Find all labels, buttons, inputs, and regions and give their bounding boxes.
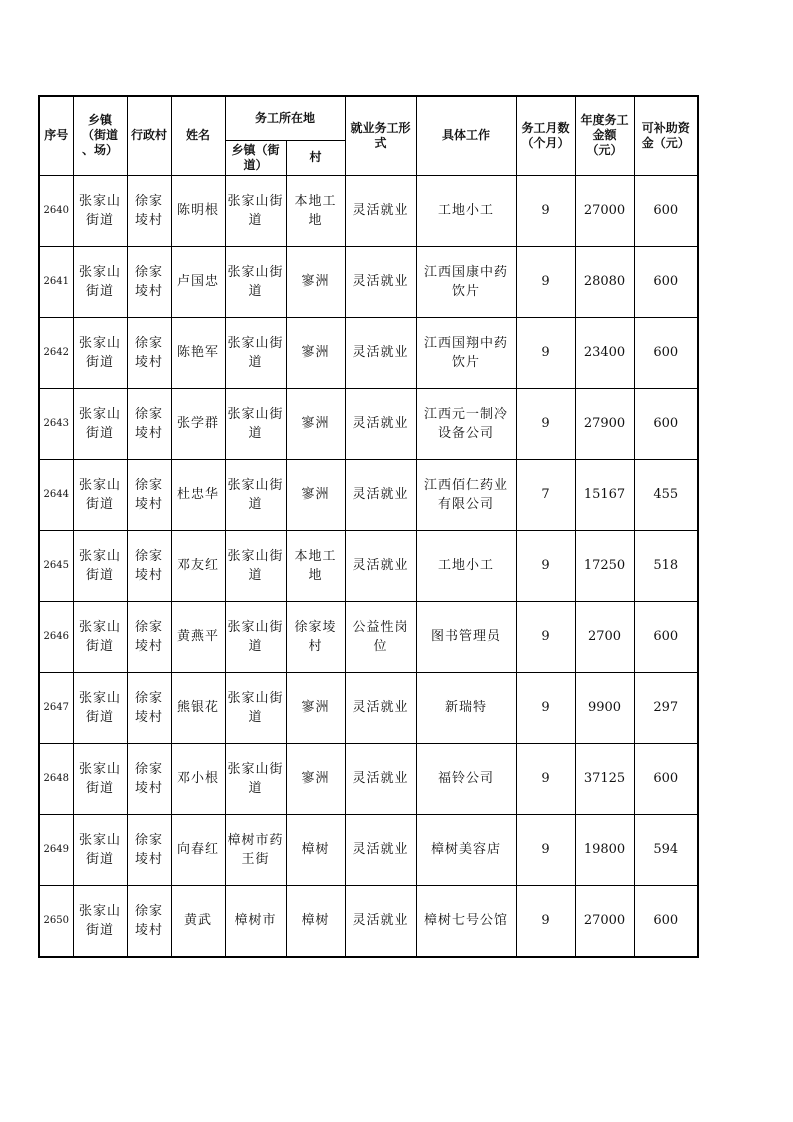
cell-seq: 2644 [39, 459, 73, 530]
cell-months: 9 [516, 814, 575, 885]
header-town: 乡镇 （街道 、场） [73, 96, 127, 175]
cell-months: 7 [516, 459, 575, 530]
cell-subsidy: 600 [634, 246, 698, 317]
cell-job: 樟树美容店 [416, 814, 516, 885]
cell-work-town: 张家山街道 [225, 601, 286, 672]
cell-name: 陈明根 [171, 175, 225, 246]
table-row [39, 317, 698, 388]
cell-village: 徐家堎村 [127, 672, 171, 743]
cell-employment-form: 灵活就业 [345, 885, 416, 957]
cell-town: 张家山街道 [73, 885, 127, 957]
cell-work-village: 寥洲 [286, 743, 345, 814]
header-work-location: 务工所在地 [225, 96, 345, 140]
cell-months: 9 [516, 885, 575, 957]
cell-town: 张家山街道 [73, 672, 127, 743]
cell-work-town: 张家山街道 [225, 530, 286, 601]
cell-months: 9 [516, 246, 575, 317]
cell-town: 张家山街道 [73, 388, 127, 459]
cell-village: 徐家堎村 [127, 459, 171, 530]
cell-work-village: 樟树 [286, 885, 345, 957]
cell-employment-form: 灵活就业 [345, 317, 416, 388]
cell-subsidy: 297 [634, 672, 698, 743]
cell-seq: 2641 [39, 246, 73, 317]
cell-seq: 2650 [39, 885, 73, 957]
header-village: 行政村 [127, 96, 171, 175]
cell-work-town: 张家山街道 [225, 672, 286, 743]
cell-job: 工地小工 [416, 175, 516, 246]
cell-annual-amount: 28080 [575, 246, 634, 317]
cell-job: 江西元一制冷设备公司 [416, 388, 516, 459]
cell-work-town: 樟树市 [225, 885, 286, 957]
cell-village: 徐家堎村 [127, 246, 171, 317]
cell-name: 卢国忠 [171, 246, 225, 317]
header-employment-form: 就业务工形 式 [345, 96, 416, 175]
cell-annual-amount: 27900 [575, 388, 634, 459]
cell-employment-form: 灵活就业 [345, 246, 416, 317]
cell-work-village: 寥洲 [286, 672, 345, 743]
cell-annual-amount: 2700 [575, 601, 634, 672]
cell-subsidy: 600 [634, 388, 698, 459]
cell-seq: 2645 [39, 530, 73, 601]
cell-work-town: 张家山街道 [225, 743, 286, 814]
cell-employment-form: 灵活就业 [345, 814, 416, 885]
cell-work-village: 徐家堎村 [286, 601, 345, 672]
cell-employment-form: 灵活就业 [345, 388, 416, 459]
table-row [39, 601, 698, 672]
cell-work-town: 张家山街道 [225, 459, 286, 530]
cell-annual-amount: 17250 [575, 530, 634, 601]
table-row [39, 175, 698, 246]
table-row [39, 672, 698, 743]
table-row [39, 459, 698, 530]
cell-job: 图书管理员 [416, 601, 516, 672]
cell-work-village: 寥洲 [286, 246, 345, 317]
cell-village: 徐家堎村 [127, 885, 171, 957]
header-months: 务工月数 （个月） [516, 96, 575, 175]
cell-annual-amount: 27000 [575, 885, 634, 957]
cell-seq: 2646 [39, 601, 73, 672]
table-row [39, 246, 698, 317]
cell-employment-form: 灵活就业 [345, 672, 416, 743]
cell-seq: 2640 [39, 175, 73, 246]
table-row [39, 814, 698, 885]
cell-name: 张学群 [171, 388, 225, 459]
cell-town: 张家山街道 [73, 459, 127, 530]
cell-months: 9 [516, 601, 575, 672]
table-row [39, 530, 698, 601]
cell-village: 徐家堎村 [127, 601, 171, 672]
header-job: 具体工作 [416, 96, 516, 175]
cell-name: 向春红 [171, 814, 225, 885]
cell-seq: 2647 [39, 672, 73, 743]
cell-months: 9 [516, 672, 575, 743]
cell-work-village: 樟树 [286, 814, 345, 885]
table-row [39, 388, 698, 459]
cell-job: 新瑞特 [416, 672, 516, 743]
cell-town: 张家山街道 [73, 743, 127, 814]
cell-name: 邓友红 [171, 530, 225, 601]
cell-months: 9 [516, 317, 575, 388]
cell-annual-amount: 27000 [575, 175, 634, 246]
cell-annual-amount: 23400 [575, 317, 634, 388]
cell-name: 邓小根 [171, 743, 225, 814]
header-work-village: 村 [286, 140, 345, 175]
cell-work-town: 张家山街道 [225, 246, 286, 317]
cell-subsidy: 600 [634, 601, 698, 672]
cell-name: 杜忠华 [171, 459, 225, 530]
cell-town: 张家山街道 [73, 814, 127, 885]
cell-employment-form: 灵活就业 [345, 175, 416, 246]
cell-name: 黄燕平 [171, 601, 225, 672]
cell-work-village: 本地工地 [286, 530, 345, 601]
cell-months: 9 [516, 743, 575, 814]
cell-employment-form: 公益性岗位 [345, 601, 416, 672]
cell-job: 福铃公司 [416, 743, 516, 814]
cell-annual-amount: 37125 [575, 743, 634, 814]
cell-months: 9 [516, 388, 575, 459]
cell-name: 熊银花 [171, 672, 225, 743]
cell-town: 张家山街道 [73, 246, 127, 317]
cell-subsidy: 600 [634, 317, 698, 388]
cell-job: 江西国康中药饮片 [416, 246, 516, 317]
cell-employment-form: 灵活就业 [345, 530, 416, 601]
cell-work-town: 张家山街道 [225, 388, 286, 459]
cell-subsidy: 455 [634, 459, 698, 530]
cell-subsidy: 594 [634, 814, 698, 885]
cell-work-village: 寥洲 [286, 317, 345, 388]
cell-work-village: 寥洲 [286, 388, 345, 459]
cell-village: 徐家堎村 [127, 743, 171, 814]
cell-job: 樟树七号公馆 [416, 885, 516, 957]
table-row [39, 743, 698, 814]
cell-town: 张家山街道 [73, 530, 127, 601]
cell-months: 9 [516, 175, 575, 246]
cell-seq: 2642 [39, 317, 73, 388]
cell-subsidy: 600 [634, 885, 698, 957]
cell-work-town: 樟树市药王街 [225, 814, 286, 885]
cell-name: 陈艳军 [171, 317, 225, 388]
cell-months: 9 [516, 530, 575, 601]
cell-seq: 2643 [39, 388, 73, 459]
cell-work-town: 张家山街道 [225, 317, 286, 388]
cell-job: 江西国翔中药饮片 [416, 317, 516, 388]
cell-work-village: 本地工地 [286, 175, 345, 246]
cell-village: 徐家堎村 [127, 175, 171, 246]
cell-seq: 2649 [39, 814, 73, 885]
cell-subsidy: 600 [634, 743, 698, 814]
header-name: 姓名 [171, 96, 225, 175]
cell-job: 工地小工 [416, 530, 516, 601]
table-row [39, 885, 698, 957]
header-seq: 序号 [39, 96, 73, 175]
cell-annual-amount: 9900 [575, 672, 634, 743]
cell-seq: 2648 [39, 743, 73, 814]
cell-work-town: 张家山街道 [225, 175, 286, 246]
cell-village: 徐家堎村 [127, 388, 171, 459]
cell-employment-form: 灵活就业 [345, 743, 416, 814]
cell-village: 徐家堎村 [127, 317, 171, 388]
header-work-town: 乡镇（街 道） [225, 140, 286, 175]
cell-subsidy: 518 [634, 530, 698, 601]
cell-village: 徐家堎村 [127, 814, 171, 885]
cell-name: 黄武 [171, 885, 225, 957]
cell-job: 江西佰仁药业有限公司 [416, 459, 516, 530]
cell-village: 徐家堎村 [127, 530, 171, 601]
cell-employment-form: 灵活就业 [345, 459, 416, 530]
cell-town: 张家山街道 [73, 317, 127, 388]
header-subsidy: 可补助资 金（元） [634, 96, 698, 175]
cell-work-village: 寥洲 [286, 459, 345, 530]
cell-annual-amount: 15167 [575, 459, 634, 530]
cell-annual-amount: 19800 [575, 814, 634, 885]
cell-subsidy: 600 [634, 175, 698, 246]
employment-subsidy-table [38, 95, 699, 958]
header-annual-amount: 年度务工 金额 （元） [575, 96, 634, 175]
cell-town: 张家山街道 [73, 601, 127, 672]
cell-town: 张家山街道 [73, 175, 127, 246]
